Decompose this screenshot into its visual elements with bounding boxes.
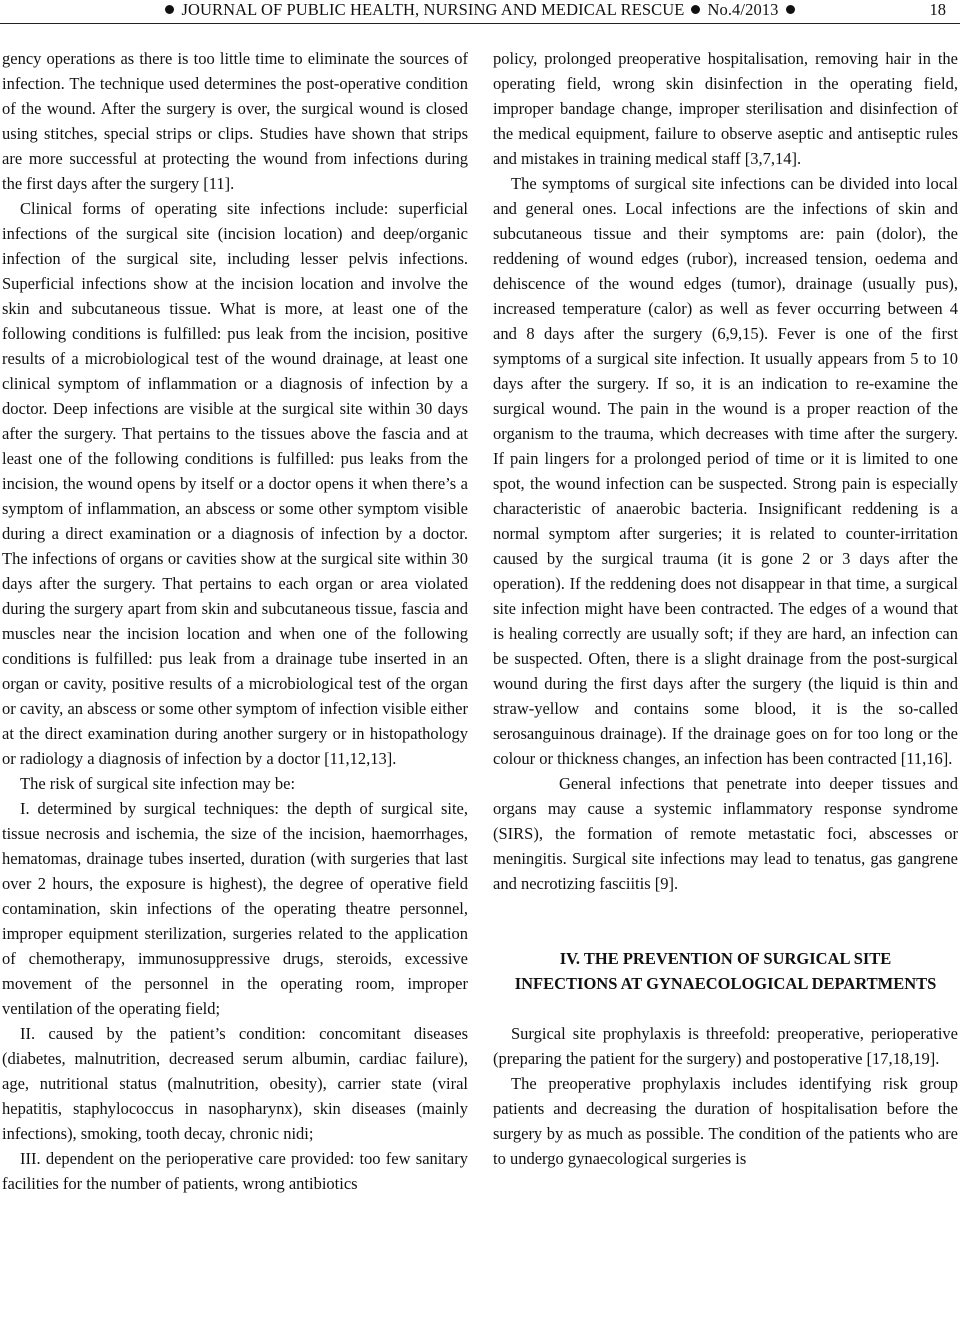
- running-header: [0, 0, 960, 24]
- paragraph: The symptoms of surgical site infections can be divided into local and general ones. Local infections are the infections of skin and subcutaneous tissue and their symptoms are: pain (dolor), the reddening of wound edges (rubor), increased tension, oedema and dehiscence of the wound edges (tumor), drainage (usually pus), increased temperature (calor) as well as fever occurring between 4 and 8 days after the surgery (6,9,15). Fever is one of the first symptoms of a surgical site infection. It usually appears from 5 to 10 days after the surgery. If so, it is an indication to re-examine the surgical wound. The pain in the wound is a proper reaction of the organism to the trauma, which decreases with time after the surgery. If pain lingers for a prolonged period of time or it is limited to one spot, the wound infection can be suspected. Strong pain is especially characteristic of anaerobic bacteria. Insignificant reddening is a normal symptom after surgeries; it is related to counter-irritation caused by the surgical trauma (it is gone 2 or 3 days after the operation). If the reddening does not disappear in that time, a surgical site infection might have been contracted. The edges of a wound that is healing correctly are usually soft; if they are hard, an infection can be suspected. Often, there is a slight drainage from the post-surgical wound during the first days after the surgery (the liquid is thin and straw-yellow and contains some blood, it is the so-called serosanguinous drainage). If the drainage goes on for too long or the colour or thickness changes, an infection has been contracted [11,16].: [493, 174, 958, 768]
- paragraph: The preoperative prophylaxis includes identifying risk group patients and decreasing the duration of hospitalisation before the surgery by as much as possible. The condition of the patients who are to undergo gynaecological surgeries is: [493, 1074, 958, 1168]
- risk-item: I. determined by surgical techniques: the depth of surgical site, tissue necrosis and ischemia, the size of the incision, haemorrhages, hematomas, drainage tubes inserted, duration (with surgeries that last over 2 hours, the exposure is highest), the degree of operative field contamination, skin infections of the operating theatre personnel, improper equipment sterilization, surgeries related to the application of chemotherapy, immunosuppressive drugs, steroids, excessive movement of the personnel in the operating room, improper ventilation of the operating field;: [2, 799, 468, 1018]
- bullet-icon: [691, 5, 700, 14]
- journal-title: JOURNAL OF PUBLIC HEALTH, NURSING AND MEDICAL RESCUE: [181, 0, 685, 19]
- left-column: [2, 46, 468, 1196]
- paragraph: Clinical forms of operating site infections include: superficial infections of the surgical site (incision location) and deep/organic infection of the surgical site, including lesser pelvis infections. Superficial infections show at the incision location and involve the skin and subcutaneous tissue. What is more, at least one of the following conditions is fulfilled: pus leak from the incision, positive results of a microbiological test of the wound drainage, at least one clinical symptom of inflammation or a diagnosis of infection by a doctor. Deep infections are visible at the surgical site within 30 days after the surgery. That pertains to the tissues above the fascia and at least one of the following conditions is fulfilled: pus leaks from the incision, the wound opens by itself or a doctor opens it when there’s a symptom of inflammation, an abscess or some other symptom visible during a direct examination or a diagnosis of infection by a doctor. The infections of organs or cavities show at the surgical site within 30 days after the surgery. That pertains to each organ or area violated during the surgery apart from skin and subcutaneous tissue, fascia and muscles near the incision location and when one of the following conditions is fulfilled: pus leak from a drainage tube inserted in an organ or cavity, positive results of a microbiological test of the organ or cavity, an abscess or some other symptom of infection visible either at the direct examination during another surgery or in histopathology or radiology a diagnosis of infection by a doctor [11,12,13].: [2, 199, 468, 768]
- header-rule: [0, 23, 960, 24]
- page-number: 18: [929, 0, 946, 19]
- bullet-icon: [165, 5, 174, 14]
- right-column: [493, 46, 958, 1171]
- paragraph: The risk of surgical site infection may be:: [20, 774, 296, 793]
- section-heading: IV. THE PREVENTION OF SURGICAL SITE INFECTIONS AT GYNAECOLOGICAL DEPARTMENTS: [514, 949, 937, 993]
- issue-number: No.4/2013: [707, 0, 779, 19]
- paragraph: Surgical site prophylaxis is threefold: preoperative, perioperative (preparing the patient for the surgery) and postoperative [17,18,19].: [493, 1024, 958, 1068]
- risk-item: III. dependent on the perioperative care provided: too few sanitary facilities for the number of patients, wrong antibiotics: [2, 1149, 468, 1193]
- journal-header: [120, 0, 840, 20]
- bullet-icon: [786, 5, 795, 14]
- paragraph: policy, prolonged preoperative hospitalisation, removing hair in the operating field, wrong skin disinfection in the operating field, improper bandage change, improper sterilisation and disinfection of the medical equipment, failure to observe aseptic and antiseptic rules and mistakes in training medical staff [3,7,14].: [493, 49, 958, 168]
- spacer: [493, 996, 958, 1021]
- spacer: [493, 896, 958, 946]
- paragraph: gency operations as there is too little time to eliminate the sources of infection. The technique used determines the post-operative condition of the wound. After the surgery is over, the surgical wound is closed using stitches, special strips or clips. Studies have shown that strips are more successful at protecting the wound from infections during the first days after the surgery [11].: [2, 49, 468, 193]
- paragraph: General infections that penetrate into deeper tissues and organs may cause a systemic inflammatory response syndrome (SIRS), the formation of remote metastatic foci, abscesses or meningitis. Surgical site infections may lead to tenatus, gas gangrene and necrotizing fasciitis [9].: [493, 774, 958, 893]
- risk-item: II. caused by the patient’s condition: concomitant diseases (diabetes, malnutrition, decreased serum albumin, cardiac failure), age, nutritional status (malnutrition, obesity), carrier state (viral hepatitis, staphylococcus in nasopharynx), skin diseases (mainly infections), smoking, tooth decay, chronic nidi;: [2, 1024, 468, 1143]
